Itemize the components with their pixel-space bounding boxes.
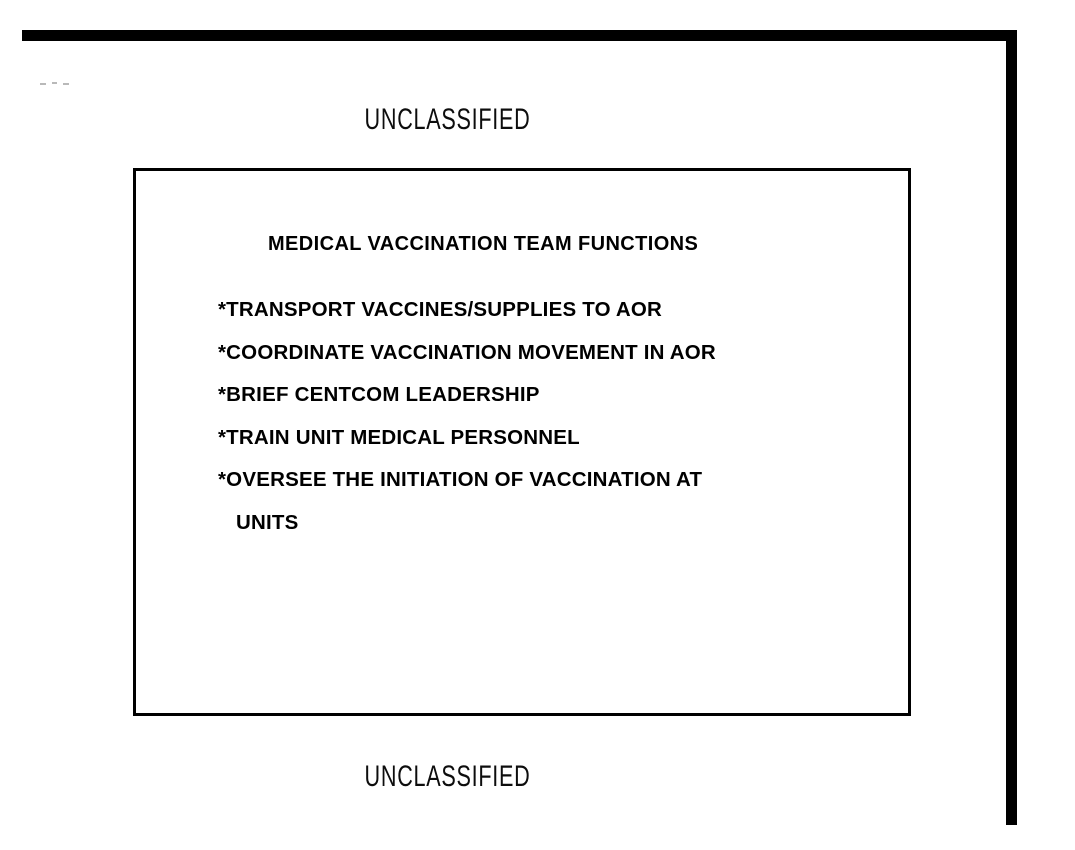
- scan-artifact: [40, 83, 46, 85]
- slide-title: MEDICAL VACCINATION TEAM FUNCTIONS: [268, 233, 699, 255]
- bullet-list: [218, 300, 888, 533]
- scan-artifact: [52, 82, 57, 84]
- scan-edge-right: [1006, 30, 1017, 825]
- list-item: *TRANSPORT VACCINES/SUPPLIES TO AOR: [218, 298, 663, 321]
- list-item-continuation: UNITS: [236, 510, 299, 534]
- classification-banner-bottom: UNCLASSIFIED: [364, 760, 531, 793]
- classification-banner-top: UNCLASSIFIED: [364, 103, 531, 136]
- scan-edge-top: [22, 30, 1017, 41]
- slide-content: [218, 233, 888, 555]
- list-item: *COORDINATE VACCINATION MOVEMENT IN AOR: [218, 340, 716, 364]
- slide-frame: [133, 168, 911, 716]
- list-item: *BRIEF CENTCOM LEADERSHIP: [218, 383, 540, 406]
- list-item: *TRAIN UNIT MEDICAL PERSONNEL: [218, 425, 580, 449]
- list-item: *OVERSEE THE INITIATION OF VACCINATION AT: [218, 468, 703, 491]
- scan-artifact: [63, 83, 69, 85]
